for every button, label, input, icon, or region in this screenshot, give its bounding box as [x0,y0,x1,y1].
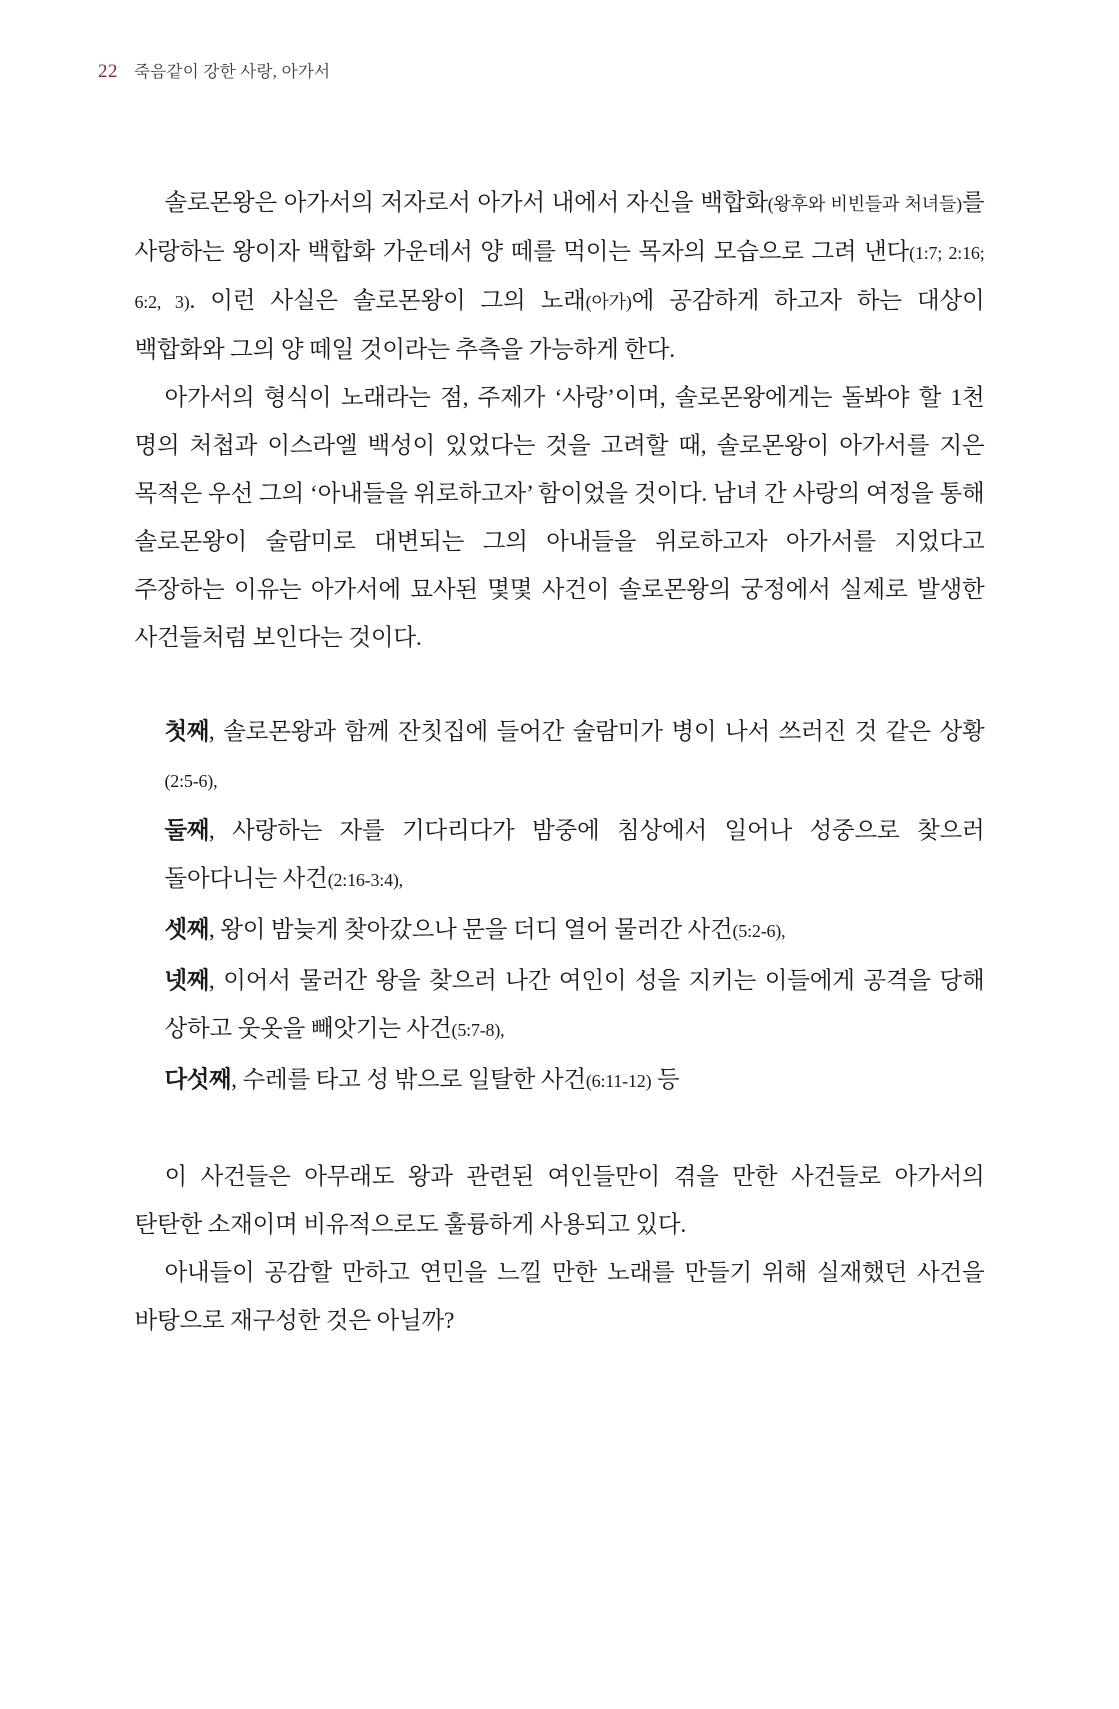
text-run: , 수레를 타고 성 밖으로 일탈한 사건 [231,1067,586,1093]
scripture-reference: (6:11-12) [585,1071,652,1091]
page-number: 22 [98,61,118,82]
running-head [96,58,1023,83]
text-run: 솔로몬왕은 아가서의 저자로서 아가서 내에서 자신을 백합화 [164,190,768,216]
list-item [135,1056,985,1105]
scripture-reference: (1:7; 2:16; 6:2, 3) [134,243,985,312]
text-run: 를 사랑하는 왕이자 백합화 가운데서 양 떼를 먹이는 목자의 모습으로 그려 낸다 [134,190,985,265]
scripture-reference: (5:2-6), [732,921,786,941]
event-list [135,708,985,1105]
list-item-lead: 다섯째 [164,1067,232,1093]
text-run: , 이어서 물러간 왕을 찾으러 나간 여인이 성을 지키는 이들에게 공격을 당해 상하고 웃옷을 빼앗기는 사건 [164,968,985,1042]
list-item-lead: 셋째 [164,917,209,943]
running-title: 죽음같이 강한 사랑, 아가서 [134,62,331,81]
scripture-reference: (아가) [585,292,632,312]
text-run: 아가서의 형식이 노래라는 점, 주제가 ‘사랑’이며, 솔로몬왕에게는 돌봐야 할 1천 명의 처첩과 이스라엘 백성이 있었다는 것을 고려할 때, 솔로몬왕이 아가서를 지은 목적은 우선 그의 ‘아내들을 위로하고자’ 함이었을 것이다. 남녀 간 사랑의 여정을 통해 솔로몬왕이 술람미로 대변되는 그의 아내들을 위로하고자 아가서를 지었다고 주장하는 이유는 아가서에 묘사된 몇몇 사건이 솔로몬왕의 궁정에서 실제로 발생한 사건들처럼 보인다는 것이다. [134,385,985,651]
scripture-reference: (왕후와 비빈들과 처녀들) [767,194,962,214]
scripture-reference: (5:7-8), [451,1020,505,1040]
list-item-lead: 둘째 [164,818,209,844]
text-run: 아내들이 공감할 만하고 연민을 느낄 만한 노래를 만들기 위해 실재했던 사건을 바탕으로 재구성한 것은 아닐까? [134,1260,985,1334]
text-run: 이 사건들은 아무래도 왕과 관련된 여인들만이 겪을 만한 사건들로 아가서의 탄탄한 소재이며 비유적으로도 훌륭하게 사용되고 있다. [134,1164,985,1238]
text-run: . 이런 사실은 솔로몬왕이 그의 노래 [189,288,586,314]
list-item-lead: 첫째 [164,719,209,745]
text-run: , 왕이 밤늦게 찾아갔으나 문을 더디 열어 물러간 사건 [208,917,733,943]
paragraph-4 [135,1249,985,1345]
text-run: 에 공감하게 하고자 하는 대상이 백합화와 그의 양 떼일 것이라는 추측을 가능하게 한다. [134,288,985,363]
paragraph-2 [135,374,985,662]
list-item [135,807,985,904]
list-item [135,906,985,955]
text-run: , 사랑하는 자를 기다리다가 밤중에 침상에서 일어나 성중으로 찾으러 돌아다니는 사건 [164,818,985,892]
list-item-lead: 넷째 [164,968,209,994]
scripture-reference: (2:5-6), [164,771,218,791]
scripture-reference: (2:16-3:4), [327,870,403,890]
body-column [135,179,985,1345]
paragraph-1 [135,179,985,374]
list-item [135,708,985,805]
text-run: , 솔로몬왕과 함께 잔칫집에 들어간 술람미가 병이 나서 쓰러진 것 같은 상황 [208,719,985,745]
text-run: 등 [651,1067,680,1093]
list-item [135,957,985,1054]
paragraph-3 [135,1153,985,1249]
